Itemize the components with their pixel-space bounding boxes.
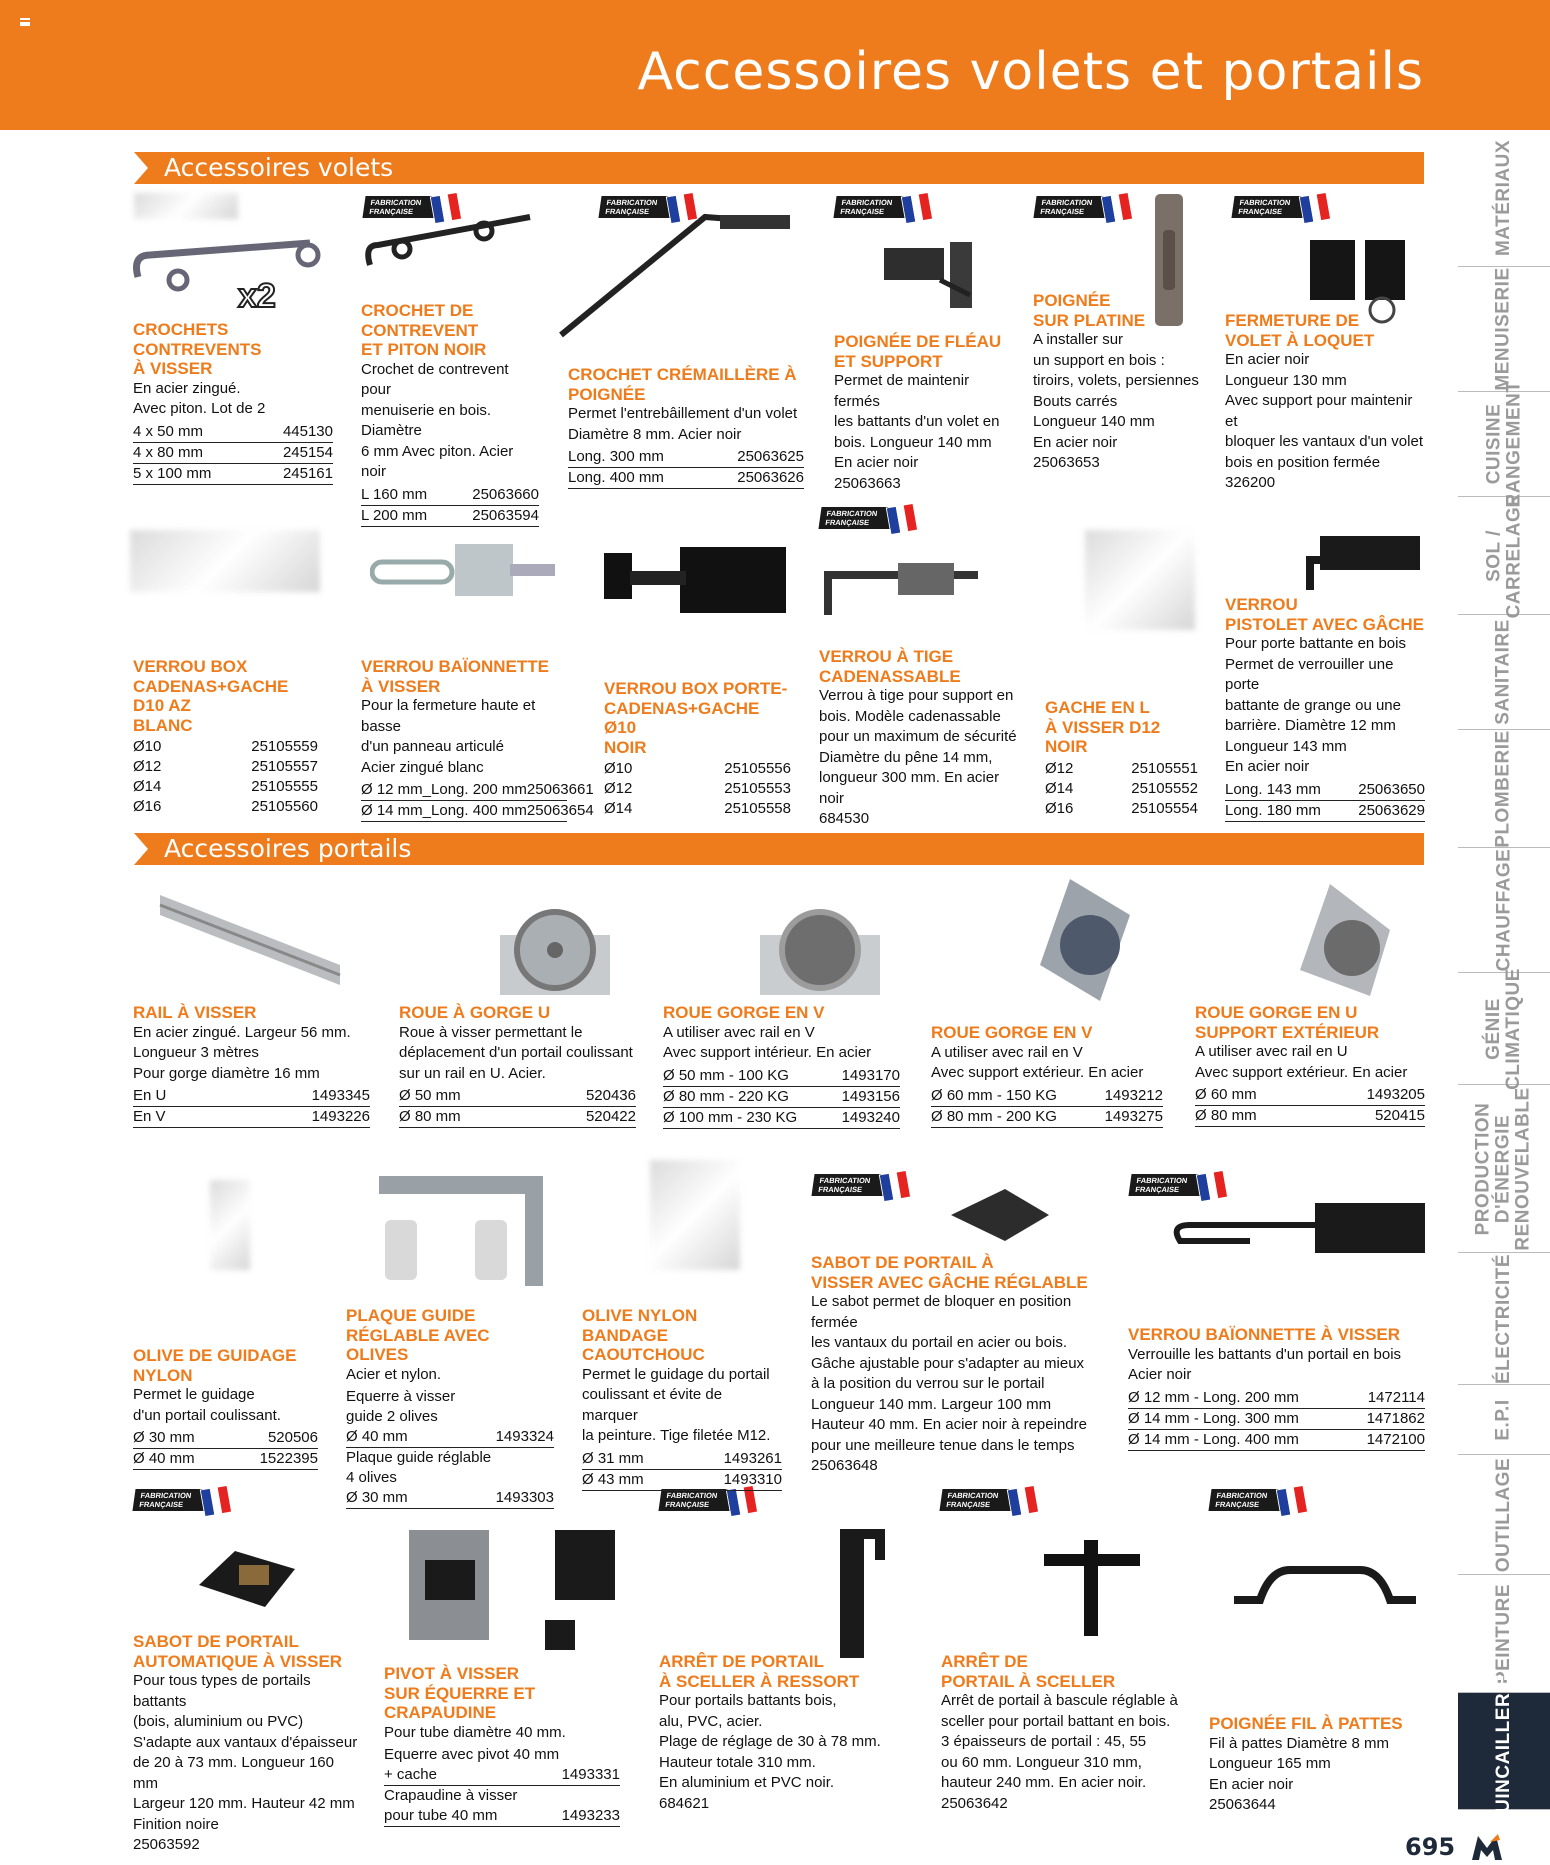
product-image xyxy=(650,1160,740,1270)
table-row: Crapaudine à visser pour tube 40 mm 1493233 xyxy=(384,1786,620,1827)
fabrication-badge: FABRICATION FRANÇAISE xyxy=(1035,192,1131,222)
table-row: Ø 30 mm 520506 xyxy=(133,1428,318,1449)
table-row: 4 x 80 mm 245154 xyxy=(133,443,333,464)
product-description: Permet le guidage du portail coulissant et évite de marquer la peinture. Tige filetée M12. xyxy=(582,1365,771,1444)
table-row: Ø 80 mm - 200 KG 1493275 xyxy=(931,1107,1163,1128)
table-row: Ø10 25105559 xyxy=(133,738,318,755)
fabrication-badge: FABRICATION FRANÇAISE xyxy=(600,192,696,222)
product-description: Pour portails battants bois, alu, PVC, acier. Plage de réglage de 30 à 78 mm. Hauteur totale 310 mm. En aluminium et PVC noir. xyxy=(659,1692,881,1791)
tab-sol-carrelage[interactable]: SOL / CARRELAGE xyxy=(1458,497,1550,615)
product-roue-gorge-v-interieur xyxy=(663,1003,900,1129)
page-header xyxy=(0,0,1550,130)
pivot-image xyxy=(405,1520,625,1660)
product-description: Le sabot permet de bloquer en position fermée les vantaux du portail en acier ou bois. Gâche ajustable pour s'adapter au mieux à la position du verrou sur le portail Longueur 140 mm. Largeur 100 mm Hauteur 40 mm. En acier noir à repeindre pour une meilleure tenue dans le temps xyxy=(811,1293,1087,1454)
product-description: A installer sur un support en bois : tiroirs, volets, persiennes Bouts carrés Longueur 140 mm En acier noir xyxy=(1033,331,1199,451)
product-title: ARRÊT DE PORTAIL À SCELLER xyxy=(941,1652,1116,1691)
product-title: CROCHET CRÉMAILLÈRE À POIGNÉE xyxy=(568,365,797,404)
table-row: Ø 14 mm - Long. 400 mm 1472100 xyxy=(1128,1430,1425,1451)
product-reference: 25063644 xyxy=(1209,1796,1276,1813)
table-row: En V 1493226 xyxy=(133,1107,370,1128)
fabrication-badge: FABRICATION FRANÇAISE xyxy=(1130,1170,1226,1200)
product-rail-a-visser xyxy=(133,1003,370,1128)
rail-image xyxy=(150,885,350,995)
tab-peinture[interactable]: PEINTURE xyxy=(1458,1575,1550,1693)
product-title: ROUE À GORGE U xyxy=(399,1003,551,1022)
table-row: Ø12 25105557 xyxy=(133,758,318,775)
page-number: 695 xyxy=(1405,1833,1456,1861)
product-reference: 326200 xyxy=(1225,474,1276,491)
handle-image xyxy=(880,240,990,310)
tab-outillage[interactable]: OUTILLAGE xyxy=(1458,1455,1550,1575)
product-description: Verrouille les battants d'un portail en bois Acier noir xyxy=(1128,1345,1402,1383)
table-row: Ø14 25105552 xyxy=(1045,779,1198,797)
fabrication-badge: FABRICATION FRANÇAISE xyxy=(835,192,931,222)
table-row: Ø12 25105553 xyxy=(604,780,791,797)
product-reference: 25063642 xyxy=(941,1794,1008,1812)
tab-production-energie[interactable]: PRODUCTION D'ÉNERGIE RENOUVELABLE xyxy=(1458,1085,1550,1253)
tab-sanitaire[interactable]: SANITAIRE xyxy=(1458,615,1550,730)
product-description: A utiliser avec rail en U Avec support extérieur. En acier xyxy=(1195,1043,1408,1081)
tab-cuisine-rangement[interactable]: CUISINE RANGEMENT xyxy=(1458,392,1550,497)
product-verrou-box-noir xyxy=(604,679,791,819)
product-description: En acier noir Longueur 130 mm Avec support pour maintenir et bloquer les vantaux d'un volet bois en position fermée xyxy=(1225,351,1423,471)
bolt-image xyxy=(600,545,790,615)
product-reference: 25063663 xyxy=(834,474,901,492)
pull-handle-image xyxy=(1230,1560,1420,1610)
product-olive-nylon xyxy=(582,1306,782,1491)
bolt-image xyxy=(370,540,560,600)
product-description: En acier zingué. Avec piton. Lot de 2 xyxy=(133,379,266,417)
table-row: Ø 60 mm - 150 KG 1493212 xyxy=(931,1086,1163,1107)
fabrication-badge: FABRICATION FRANÇAISE xyxy=(1233,192,1329,222)
product-title: POIGNÉE SUR PLATINE xyxy=(1033,291,1146,330)
table-row: Long. 180 mm 25063629 xyxy=(1225,801,1425,822)
section-header-portails: Accessoires portails xyxy=(134,833,1424,865)
product-title: SABOT DE PORTAIL AUTOMATIQUE À VISSER xyxy=(133,1632,343,1671)
product-title: VERROU À TIGE CADENASSABLE xyxy=(819,647,961,686)
hook-image xyxy=(130,225,330,315)
bolt-image xyxy=(1290,530,1425,600)
wheel-image xyxy=(750,895,900,1005)
brand-logo-icon xyxy=(1470,1832,1504,1862)
bolt-image xyxy=(1170,1195,1430,1275)
product-title: CROCHET DE CONTREVENT ET PITON NOIR xyxy=(361,301,487,359)
table-row: Ø10 25105556 xyxy=(604,760,791,777)
product-description: Verrou à tige pour support en bois. Modèle cadenassable pour un maximum de sécurité Diamètre du pêne 14 mm, longueur 300 mm. En acier noir xyxy=(819,687,1017,807)
product-description: Crochet de contrevent pour menuiserie en bois. Diamètre 6 mm Avec piton. Acier noir xyxy=(361,360,514,480)
table-row: Ø 80 mm 520415 xyxy=(1195,1106,1425,1127)
product-title: ROUE GORGE EN V xyxy=(931,1023,1093,1042)
product-image xyxy=(1085,530,1195,630)
table-row: 4 x 50 mm 445130 xyxy=(133,422,333,443)
table-row: Long. 143 mm 25063650 xyxy=(1225,780,1425,801)
product-title: ROUE GORGE EN V xyxy=(663,1003,825,1022)
product-verrou-pistolet xyxy=(1225,595,1425,822)
svg-text:x2: x2 xyxy=(238,277,276,315)
product-description: Pour tube diamètre 40 mm. xyxy=(384,1723,566,1741)
table-row: En U 1493345 xyxy=(133,1086,370,1107)
fabrication-badge: FABRICATION FRANÇAISE xyxy=(364,192,460,222)
shoe-image xyxy=(945,1185,1055,1255)
product-description: A utiliser avec rail en V Avec support intérieur. En acier xyxy=(663,1023,872,1061)
table-row: Ø 60 mm 1493205 xyxy=(1195,1085,1425,1106)
hook-image xyxy=(555,205,815,345)
table-row: Ø 80 mm - 220 KG 1493156 xyxy=(663,1087,900,1108)
table-row: Ø14 25105555 xyxy=(133,778,318,795)
product-crochet-cremaillere xyxy=(568,365,804,489)
table-row: Ø 14 mm - Long. 300 mm 1471862 xyxy=(1128,1409,1425,1430)
product-title: VERROU BAÏONNETTE À VISSER xyxy=(361,657,549,696)
tab-quincaillerie[interactable]: QUINCAILLERIE xyxy=(1458,1693,1550,1810)
fabrication-badge: FABRICATION FRANÇAISE xyxy=(820,503,916,533)
product-description: Pour la fermeture haute et basse d'un panneau articulé Acier zingué blanc xyxy=(361,697,536,776)
product-verrou-baionnette-portail xyxy=(1128,1325,1425,1451)
product-roue-gorge-u xyxy=(399,1003,636,1128)
product-verrou-baionnette xyxy=(361,657,594,822)
tab-menuiserie[interactable]: MENUISERIE xyxy=(1458,267,1550,392)
product-pivot-equerre xyxy=(384,1664,620,1827)
product-roue-gorge-v-exterieur xyxy=(931,1023,1163,1128)
product-title: POIGNÉE FIL À PATTES xyxy=(1209,1714,1403,1733)
table-row: Ø12 25105551 xyxy=(1045,759,1198,777)
product-title: VERROU BOX CADENAS+GACHE D10 AZ BLANC xyxy=(133,657,289,735)
fabrication-badge: FABRICATION FRANÇAISE xyxy=(941,1485,1037,1515)
table-row: Equerre à visser guide 2 olives Ø 40 mm 1493324 xyxy=(346,1387,554,1448)
product-description: Roue à visser permettant le déplacement d'un portail coulissant sur un rail en U. Acier. xyxy=(399,1023,633,1082)
product-title: PLAQUE GUIDE RÉGLABLE AVEC OLIVES xyxy=(346,1306,490,1364)
table-row: Long. 300 mm 25063625 xyxy=(568,447,804,468)
tab-chauffage[interactable]: CHAUFFAGE xyxy=(1458,848,1550,973)
product-reference: 25063653 xyxy=(1033,454,1100,471)
product-description: Fil à pattes Diamètre 8 mm Longueur 165 mm En acier noir xyxy=(1209,1734,1390,1793)
stop-image xyxy=(820,1520,890,1660)
fabrication-badge: FABRICATION FRANÇAISE xyxy=(813,1170,909,1200)
table-row: Ø 50 mm 520436 xyxy=(399,1086,636,1107)
table-row: Ø 40 mm 1522395 xyxy=(133,1449,318,1470)
bolt-image xyxy=(818,555,1003,625)
product-title: VERROU BOX PORTE- CADENAS+GACHE Ø10 NOIR xyxy=(604,679,788,757)
product-title: RAIL À VISSER xyxy=(133,1003,257,1022)
section-header-volets: Accessoires volets xyxy=(134,152,1424,184)
wheel-image xyxy=(480,895,630,1005)
product-description: Pour porte battante en bois Permet de verrouiller une porte battante de grange ou une barrière. Diamètre 12 mm Longueur 143 mm En acier noir xyxy=(1225,635,1406,775)
table-row: 5 x 100 mm 245161 xyxy=(133,464,333,485)
product-arret-sceller xyxy=(941,1652,1181,1814)
product-plaque-guide xyxy=(346,1306,554,1509)
product-olive-guidage xyxy=(133,1346,318,1470)
product-description: Acier et nylon. xyxy=(346,1365,442,1383)
product-title: PIVOT À VISSER SUR ÉQUERRE ET CRAPAUDINE xyxy=(384,1664,536,1722)
product-title: VERROU BAÏONNETTE À VISSER xyxy=(1128,1325,1401,1344)
table-row: Ø 80 mm 520422 xyxy=(399,1107,636,1128)
table-row: Ø 12 mm - Long. 200 mm 1472114 xyxy=(1128,1388,1425,1409)
product-crochets-contrevents xyxy=(133,320,333,485)
wheel-image xyxy=(1290,880,1400,1000)
tab-epi[interactable]: E.P.I xyxy=(1458,1385,1550,1455)
product-reference: 25063592 xyxy=(133,1836,200,1853)
tab-genie-climatique[interactable]: GÉNIE CLIMATIQUE xyxy=(1458,973,1550,1085)
product-title: FERMETURE DE VOLET À LOQUET xyxy=(1225,311,1375,350)
table-row: Ø16 25105554 xyxy=(1045,799,1198,817)
product-image xyxy=(210,1180,250,1270)
product-title: ROUE GORGE EN U SUPPORT EXTÉRIEUR xyxy=(1195,1003,1380,1042)
product-roue-gorge-u-exterieur xyxy=(1195,1003,1425,1127)
product-description: Arrêt de portail à bascule réglable à sceller pour portail battant en bois. 3 épaisseurs de portail : 45, 55 ou 60 mm. Longueur 310 mm, hauteur 240 mm. En acier noir. xyxy=(941,1692,1178,1791)
product-verrou-tige xyxy=(819,647,1019,830)
product-fermeture-loquet xyxy=(1225,311,1425,494)
page-title: Accessoires volets et portails xyxy=(637,42,1424,102)
wheel-image xyxy=(1030,875,1140,1005)
product-title: ARRÊT DE PORTAIL À SCELLER À RESSORT xyxy=(659,1652,860,1691)
shoe-image xyxy=(195,1545,305,1615)
table-row: L 160 mm 25063660 xyxy=(361,485,539,506)
product-title: OLIVE DE GUIDAGE NYLON xyxy=(133,1346,297,1385)
category-sidebar xyxy=(1458,130,1550,1829)
fabrication-badge: FABRICATION FRANÇAISE xyxy=(134,1485,230,1515)
product-poignee-fleau xyxy=(834,332,1012,494)
tab-electricite[interactable]: ÉLECTRICITÉ xyxy=(1458,1253,1550,1385)
fabrication-badge: FABRICATION FRANÇAISE xyxy=(660,1485,756,1515)
product-title: VERROU PISTOLET AVEC GÂCHE xyxy=(1225,595,1424,634)
product-image xyxy=(130,530,320,592)
product-crochet-contrevent-piton xyxy=(361,301,539,527)
menu-icon[interactable] xyxy=(20,18,30,26)
product-verrou-box-blanc xyxy=(133,657,318,817)
product-reference: 25063648 xyxy=(811,1457,878,1474)
table-row: Ø16 25105560 xyxy=(133,798,318,815)
product-description: Permet le guidage d'un portail coulissant. xyxy=(133,1386,281,1424)
table-row: Ø 100 mm - 230 KG 1493240 xyxy=(663,1108,900,1129)
product-description: Permet de maintenir fermés les battants d'un volet en bois. Longueur 140 mm En acier noir xyxy=(834,372,1000,471)
table-row: Ø 31 mm 1493261 xyxy=(582,1449,782,1470)
guide-plate-image xyxy=(375,1170,555,1300)
product-description: En acier zingué. Largeur 56 mm. Longueur 3 mètres Pour gorge diamètre 16 mm xyxy=(133,1023,351,1082)
table-row: Plaque guide réglable 4 olives Ø 30 mm 1493303 xyxy=(346,1448,554,1509)
product-title: GACHE EN L À VISSER D12 NOIR xyxy=(1045,698,1161,756)
product-gache-en-l xyxy=(1045,698,1198,819)
table-row: Ø 12 mm_Long. 200 mm 25063661 xyxy=(361,780,567,801)
product-reference: 684621 xyxy=(659,1794,710,1812)
table-row: Ø 43 mm 1493310 xyxy=(582,1470,782,1491)
product-description: Pour tous types de portails battants (bois, aluminium ou PVC) S'adapte aux vantaux d'épaisseur de 20 à 73 mm. Longueur 160 mm Largeur 120 mm. Hauteur 42 mm Finition noire xyxy=(133,1672,358,1833)
table-row: Ø14 25105558 xyxy=(604,800,791,817)
product-sabot-automatique xyxy=(133,1632,363,1856)
tab-materiaux[interactable]: MATÉRIAUX xyxy=(1458,130,1550,267)
table-row: Equerre avec pivot 40 mm + cache 1493331 xyxy=(384,1745,620,1786)
table-row: L 200 mm 25063594 xyxy=(361,506,539,527)
product-poignee-platine xyxy=(1033,291,1203,474)
fabrication-badge: FABRICATION FRANÇAISE xyxy=(1210,1485,1306,1515)
product-arret-ressort xyxy=(659,1652,885,1814)
tab-plomberie[interactable]: PLOMBERIE xyxy=(1458,730,1550,848)
product-title: SABOT DE PORTAIL À VISSER AVEC GÂCHE RÉGLABLE xyxy=(811,1253,1088,1292)
product-image xyxy=(134,193,238,219)
product-title: CROCHETS CONTREVENTS À VISSER xyxy=(133,320,262,378)
table-row: Ø 50 mm - 100 KG 1493170 xyxy=(663,1066,900,1087)
product-title: OLIVE NYLON BANDAGE CAOUTCHOUC xyxy=(582,1306,705,1364)
table-row: Ø 14 mm_Long. 400 mm 25063654 xyxy=(361,801,567,822)
product-poignee-fil xyxy=(1209,1714,1419,1816)
product-sabot-portail xyxy=(811,1253,1101,1477)
product-title: POIGNÉE DE FLÉAU ET SUPPORT xyxy=(834,332,1002,371)
product-reference: 684530 xyxy=(819,810,870,827)
product-description: A utiliser avec rail en V Avec support extérieur. En acier xyxy=(931,1043,1144,1081)
product-description: Permet l'entrebâillement d'un volet Diamètre 8 mm. Acier noir xyxy=(568,405,798,443)
table-row: Long. 400 mm 25063626 xyxy=(568,468,804,489)
stop-image xyxy=(1040,1530,1150,1640)
